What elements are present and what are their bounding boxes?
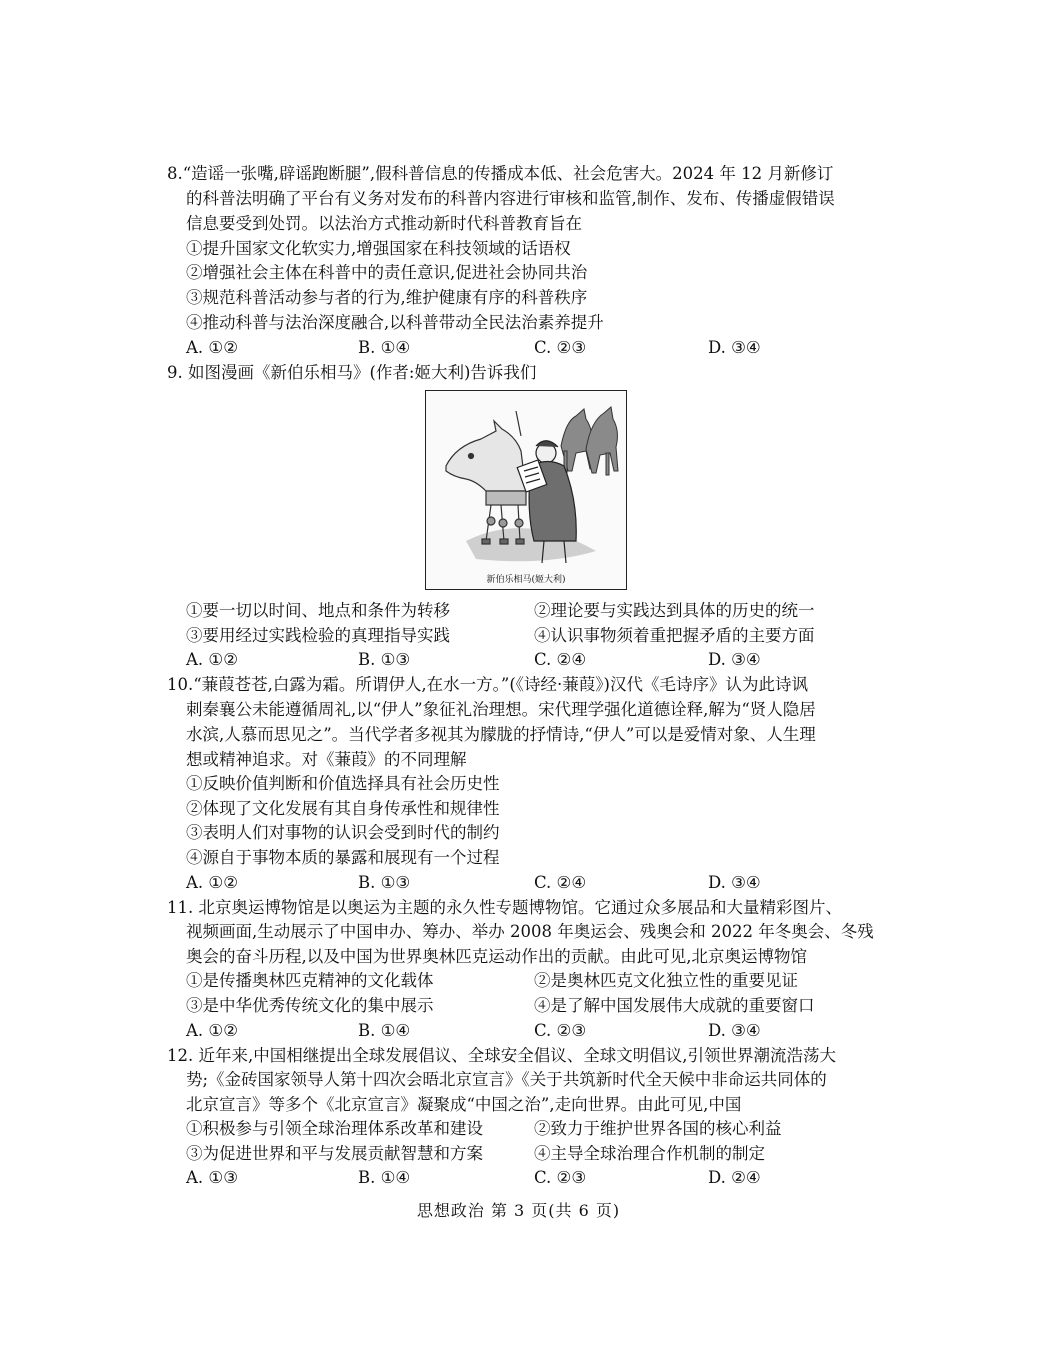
statement-4: ④主导全球治理合作机制的制定 [534, 1144, 765, 1163]
choice-d[interactable]: D. ③④ [708, 1021, 761, 1040]
cartoon-image [425, 390, 627, 590]
question-stem: 12. 近年来,中国相继提出全球发展倡议、全球安全倡议、全球文明倡议,引领世界潮流浩荡大 [167, 1046, 836, 1065]
question-stem: 想或精神追求。对《蒹葭》的不同理解 [186, 750, 467, 769]
choice-a[interactable]: A. ①② [186, 338, 238, 357]
statement-1: ①要一切以时间、地点和条件为转移 [186, 601, 450, 620]
choice-d[interactable]: D. ②④ [708, 1168, 761, 1187]
choice-b[interactable]: B. ①③ [358, 873, 411, 892]
statement-3: ③是中华优秀传统文化的集中展示 [186, 996, 434, 1015]
question-stem: 水滨,人慕而思见之”。当代学者多视其为朦胧的抒情诗,“伊人”可以是爱情对象、人生理 [186, 725, 816, 744]
question-stem: 视频画面,生动展示了中国申办、筹办、举办 2008 年奥运会、残奥会和 2022 年冬奥会、冬残 [186, 922, 874, 941]
choice-b[interactable]: B. ①③ [358, 650, 411, 669]
statement-3: ③要用经过实践检验的真理指导实践 [186, 626, 450, 645]
choice-c[interactable]: C. ②③ [534, 338, 587, 357]
choice-d[interactable]: D. ③④ [708, 873, 761, 892]
question-stem: 11. 北京奥运博物馆是以奥运为主题的永久性专题博物馆。它通过众多展品和大量精彩图片、 [167, 898, 842, 917]
choice-a[interactable]: A. ①③ [186, 1168, 238, 1187]
statement-2: ②体现了文化发展有其自身传承性和规律性 [186, 799, 500, 818]
question-stem: 奥会的奋斗历程,以及中国为世界奥林匹克运动作出的贡献。由此可见,北京奥运博物馆 [186, 947, 807, 966]
choice-b[interactable]: B. ①④ [358, 338, 411, 357]
choice-a[interactable]: A. ①② [186, 1021, 238, 1040]
cartoon-caption: 新伯乐相马(姬大利) [486, 575, 566, 585]
statement-2: ②理论要与实践达到具体的历史的统一 [534, 601, 815, 620]
statement-4: ④认识事物须着重把握矛盾的主要方面 [534, 626, 815, 645]
statement-2: ②致力于维护世界各国的核心利益 [534, 1119, 782, 1138]
question-stem: 的科普法明确了平台有义务对发布的科普内容进行审核和监管,制作、发布、传播虚假错误 [186, 189, 835, 208]
choice-a[interactable]: A. ①② [186, 873, 238, 892]
statement-1: ①积极参与引领全球治理体系改革和建设 [186, 1119, 483, 1138]
statement-1: ①是传播奥林匹克精神的文化载体 [186, 971, 434, 990]
question-stem: 9. 如图漫画《新伯乐相马》(作者:姬大利)告诉我们 [167, 363, 537, 382]
statement-2: ②增强社会主体在科普中的责任意识,促进社会协同共治 [186, 263, 588, 282]
statement-3: ③规范科普活动参与者的行为,维护健康有序的科普秩序 [186, 288, 588, 307]
statement-4: ④是了解中国发展伟大成就的重要窗口 [534, 996, 815, 1015]
statement-1: ①反映价值判断和价值选择具有社会历史性 [186, 774, 500, 793]
choice-c[interactable]: C. ②④ [534, 650, 587, 669]
question-stem: 北京宣言》等多个《北京宣言》凝聚成“中国之治”,走向世界。由此可见,中国 [186, 1095, 742, 1114]
statement-1: ①提升国家文化软实力,增强国家在科技领域的话语权 [186, 239, 571, 258]
statement-2: ②是奥林匹克文化独立性的重要见证 [534, 971, 798, 990]
question-stem: 8.“造谣一张嘴,辟谣跑断腿”,假科普信息的传播成本低、社会危害大。2024 年 12 月新修订 [167, 164, 834, 183]
page-footer: 思想政治 第 3 页(共 6 页) [416, 1201, 621, 1220]
choice-b[interactable]: B. ①④ [358, 1021, 411, 1040]
statement-3: ③为促进世界和平与发展贡献智慧和方案 [186, 1144, 483, 1163]
question-stem: 刺秦襄公未能遵循周礼,以“伊人”象征礼治理想。宋代理学强化道德诠释,解为“贤人隐居 [186, 700, 816, 719]
choice-c[interactable]: C. ②④ [534, 873, 587, 892]
question-stem: 信息要受到处罚。以法治方式推动新时代科普教育旨在 [186, 214, 582, 233]
statement-3: ③表明人们对事物的认识会受到时代的制约 [186, 823, 500, 842]
statement-4: ④推动科普与法治深度融合,以科普带动全民法治素养提升 [186, 313, 604, 332]
cartoon-drawing [426, 391, 625, 577]
choice-b[interactable]: B. ①④ [358, 1168, 411, 1187]
choice-d[interactable]: D. ③④ [708, 338, 761, 357]
question-stem: 势;《金砖国家领导人第十四次会晤北京宣言》《关于共筑新时代全天候中非命运共同体的 [186, 1070, 827, 1089]
statement-4: ④源自于事物本质的暴露和展现有一个过程 [186, 848, 500, 867]
choice-c[interactable]: C. ②③ [534, 1021, 587, 1040]
choice-c[interactable]: C. ②③ [534, 1168, 587, 1187]
choice-a[interactable]: A. ①② [186, 650, 238, 669]
choice-d[interactable]: D. ③④ [708, 650, 761, 669]
question-stem: 10.“蒹葭苍苍,白露为霜。所谓伊人,在水一方。”(《诗经·蒹葭》)汉代《毛诗序》认为此诗讽 [167, 675, 808, 694]
